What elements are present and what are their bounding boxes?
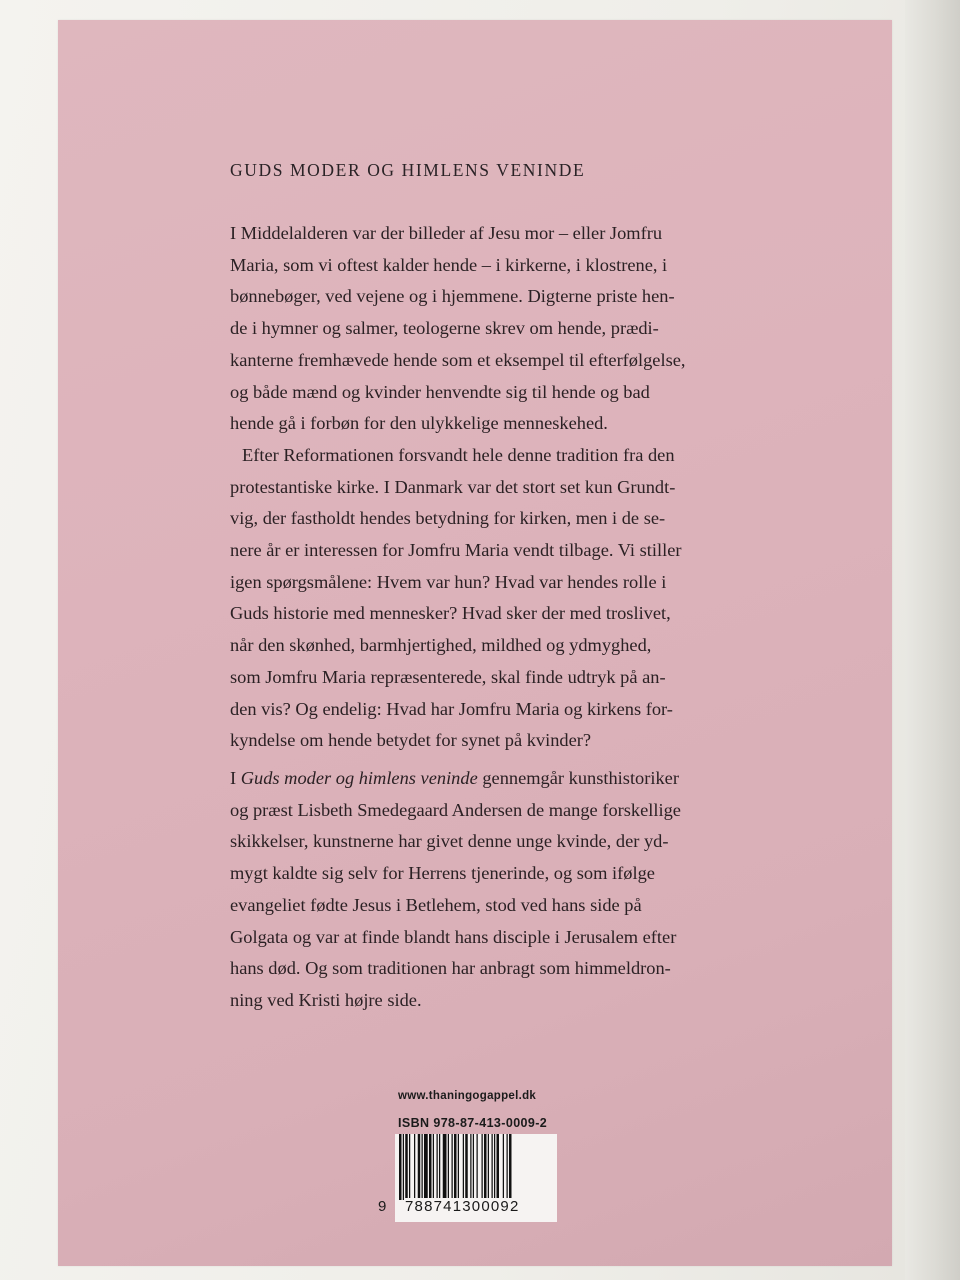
text-line: kyndelse om hende betydet for synet på kvinder? — [230, 730, 592, 751]
text-line: hans død. Og som traditionen har anbragt som himmeldron- — [230, 958, 671, 979]
text-fragment: I — [230, 768, 241, 788]
text-line: I Middelalderen var der billeder af Jesu mor – eller Jomfru — [230, 223, 663, 243]
text-line: evangeliet fødte Jesus i Betlehem, stod ved hans side på — [230, 894, 642, 915]
barcode-bar — [414, 1134, 415, 1200]
text-line: hende gå i forbøn for den ulykkelige menneskehed. — [230, 413, 608, 434]
text-line: Maria, som vi oftest kalder hende – i kirkerne, i klostrene, i — [230, 254, 668, 275]
blurb-section-1 — [230, 218, 830, 757]
isbn-number: ISBN 978-87-413-0009-2 — [398, 1116, 548, 1130]
barcode-digits: 788741300092 — [405, 1198, 550, 1215]
barcode-bar — [465, 1134, 468, 1200]
text-line: og både mænd og kvinder henvendte sig til hende og bad — [230, 381, 650, 402]
barcode-bar — [494, 1134, 495, 1200]
text-line: Efter Reformationen forsvandt hele denne tradition fra den — [242, 444, 675, 465]
barcode-bar — [448, 1134, 449, 1200]
text-line: mygt kaldte sig selv for Herrens tjenerinde, og som ifølge — [230, 863, 655, 884]
barcode-bar — [418, 1134, 421, 1200]
text-line: ning ved Kristi højre side. — [230, 989, 422, 1010]
barcode-bar — [482, 1134, 483, 1200]
text-line: som Jomfru Maria repræsenterede, skal finde udtryk på an- — [230, 666, 666, 687]
cover-edge — [905, 0, 960, 1280]
barcode-bar — [492, 1134, 493, 1200]
barcode-bar — [433, 1134, 434, 1200]
text-line: de i hymner og salmer, teologerne skrev om hende, prædi- — [230, 318, 659, 339]
barcode-bar — [429, 1134, 432, 1200]
barcode-bar — [452, 1134, 453, 1200]
barcode-bar — [399, 1134, 402, 1200]
barcode-bar — [443, 1134, 447, 1200]
book-title-italic: Guds moder og himlens veninde — [240, 768, 478, 788]
text-line: igen spørgsmålene: Hvem var hun? Hvad var hendes rolle i — [230, 571, 667, 592]
barcode-bar — [405, 1134, 408, 1200]
barcode-bar — [507, 1134, 508, 1200]
text-line: Guds historie med mennesker? Hvad sker der med troslivet, — [230, 603, 671, 624]
barcode-bars — [395, 1134, 557, 1200]
text-line: Golgata og var at finde blandt hans disciple i Jerusalem efter — [230, 926, 677, 947]
barcode-lead-digit: 9 — [378, 1198, 387, 1215]
barcode-bar — [403, 1134, 404, 1200]
text-line: når den skønhed, barmhjertighed, mildhed og ydmyghed, — [230, 635, 652, 656]
text-line: bønnebøger, ved vejene og i hjemmene. Digterne priste hen- — [230, 286, 675, 307]
barcode-bar — [470, 1134, 471, 1200]
book-title: GUDS MODER OG HIMLENS VENINDE — [230, 160, 586, 180]
barcode-bar — [437, 1134, 438, 1200]
barcode-bar — [458, 1134, 459, 1200]
text-line: kanterne fremhævede hende som et eksempel til efterfølgelse, — [230, 349, 686, 370]
barcode-bar — [424, 1134, 428, 1200]
barcode-bar — [484, 1134, 487, 1200]
barcode-bar — [454, 1134, 457, 1200]
barcode-bar — [463, 1134, 464, 1200]
barcode-bar — [439, 1134, 440, 1200]
blurb-section-2 — [230, 763, 830, 1017]
text-fragment: gennemgår kunsthistoriker — [477, 768, 679, 788]
barcode-bar — [477, 1134, 478, 1200]
text-line — [230, 763, 830, 795]
publisher-website: www.thaningogappel.dk — [398, 1090, 537, 1102]
barcode-bar — [497, 1134, 500, 1200]
barcode-bar — [422, 1134, 423, 1200]
text-line: den vis? Og endelig: Hvad har Jomfru Maria og kirkens for- — [230, 698, 673, 719]
text-line: nere år er interessen for Jomfru Maria vendt tilbage. Vi stiller — [230, 540, 682, 561]
barcode-bar — [509, 1134, 512, 1200]
text-line: skikkelser, kunstnerne har givet denne unge kvinde, der yd- — [230, 831, 669, 852]
barcode-bar — [473, 1134, 474, 1200]
barcode-bar — [488, 1134, 489, 1200]
barcode-bar — [409, 1134, 410, 1200]
barcode-bar — [503, 1134, 504, 1200]
text-line: vig, der fastholdt hendes betydning for kirken, men i de se- — [230, 508, 666, 529]
text-line: protestantiske kirke. I Danmark var det stort set kun Grundt- — [230, 476, 676, 497]
text-line: og præst Lisbeth Smedegaard Andersen de mange forskellige — [230, 799, 681, 820]
